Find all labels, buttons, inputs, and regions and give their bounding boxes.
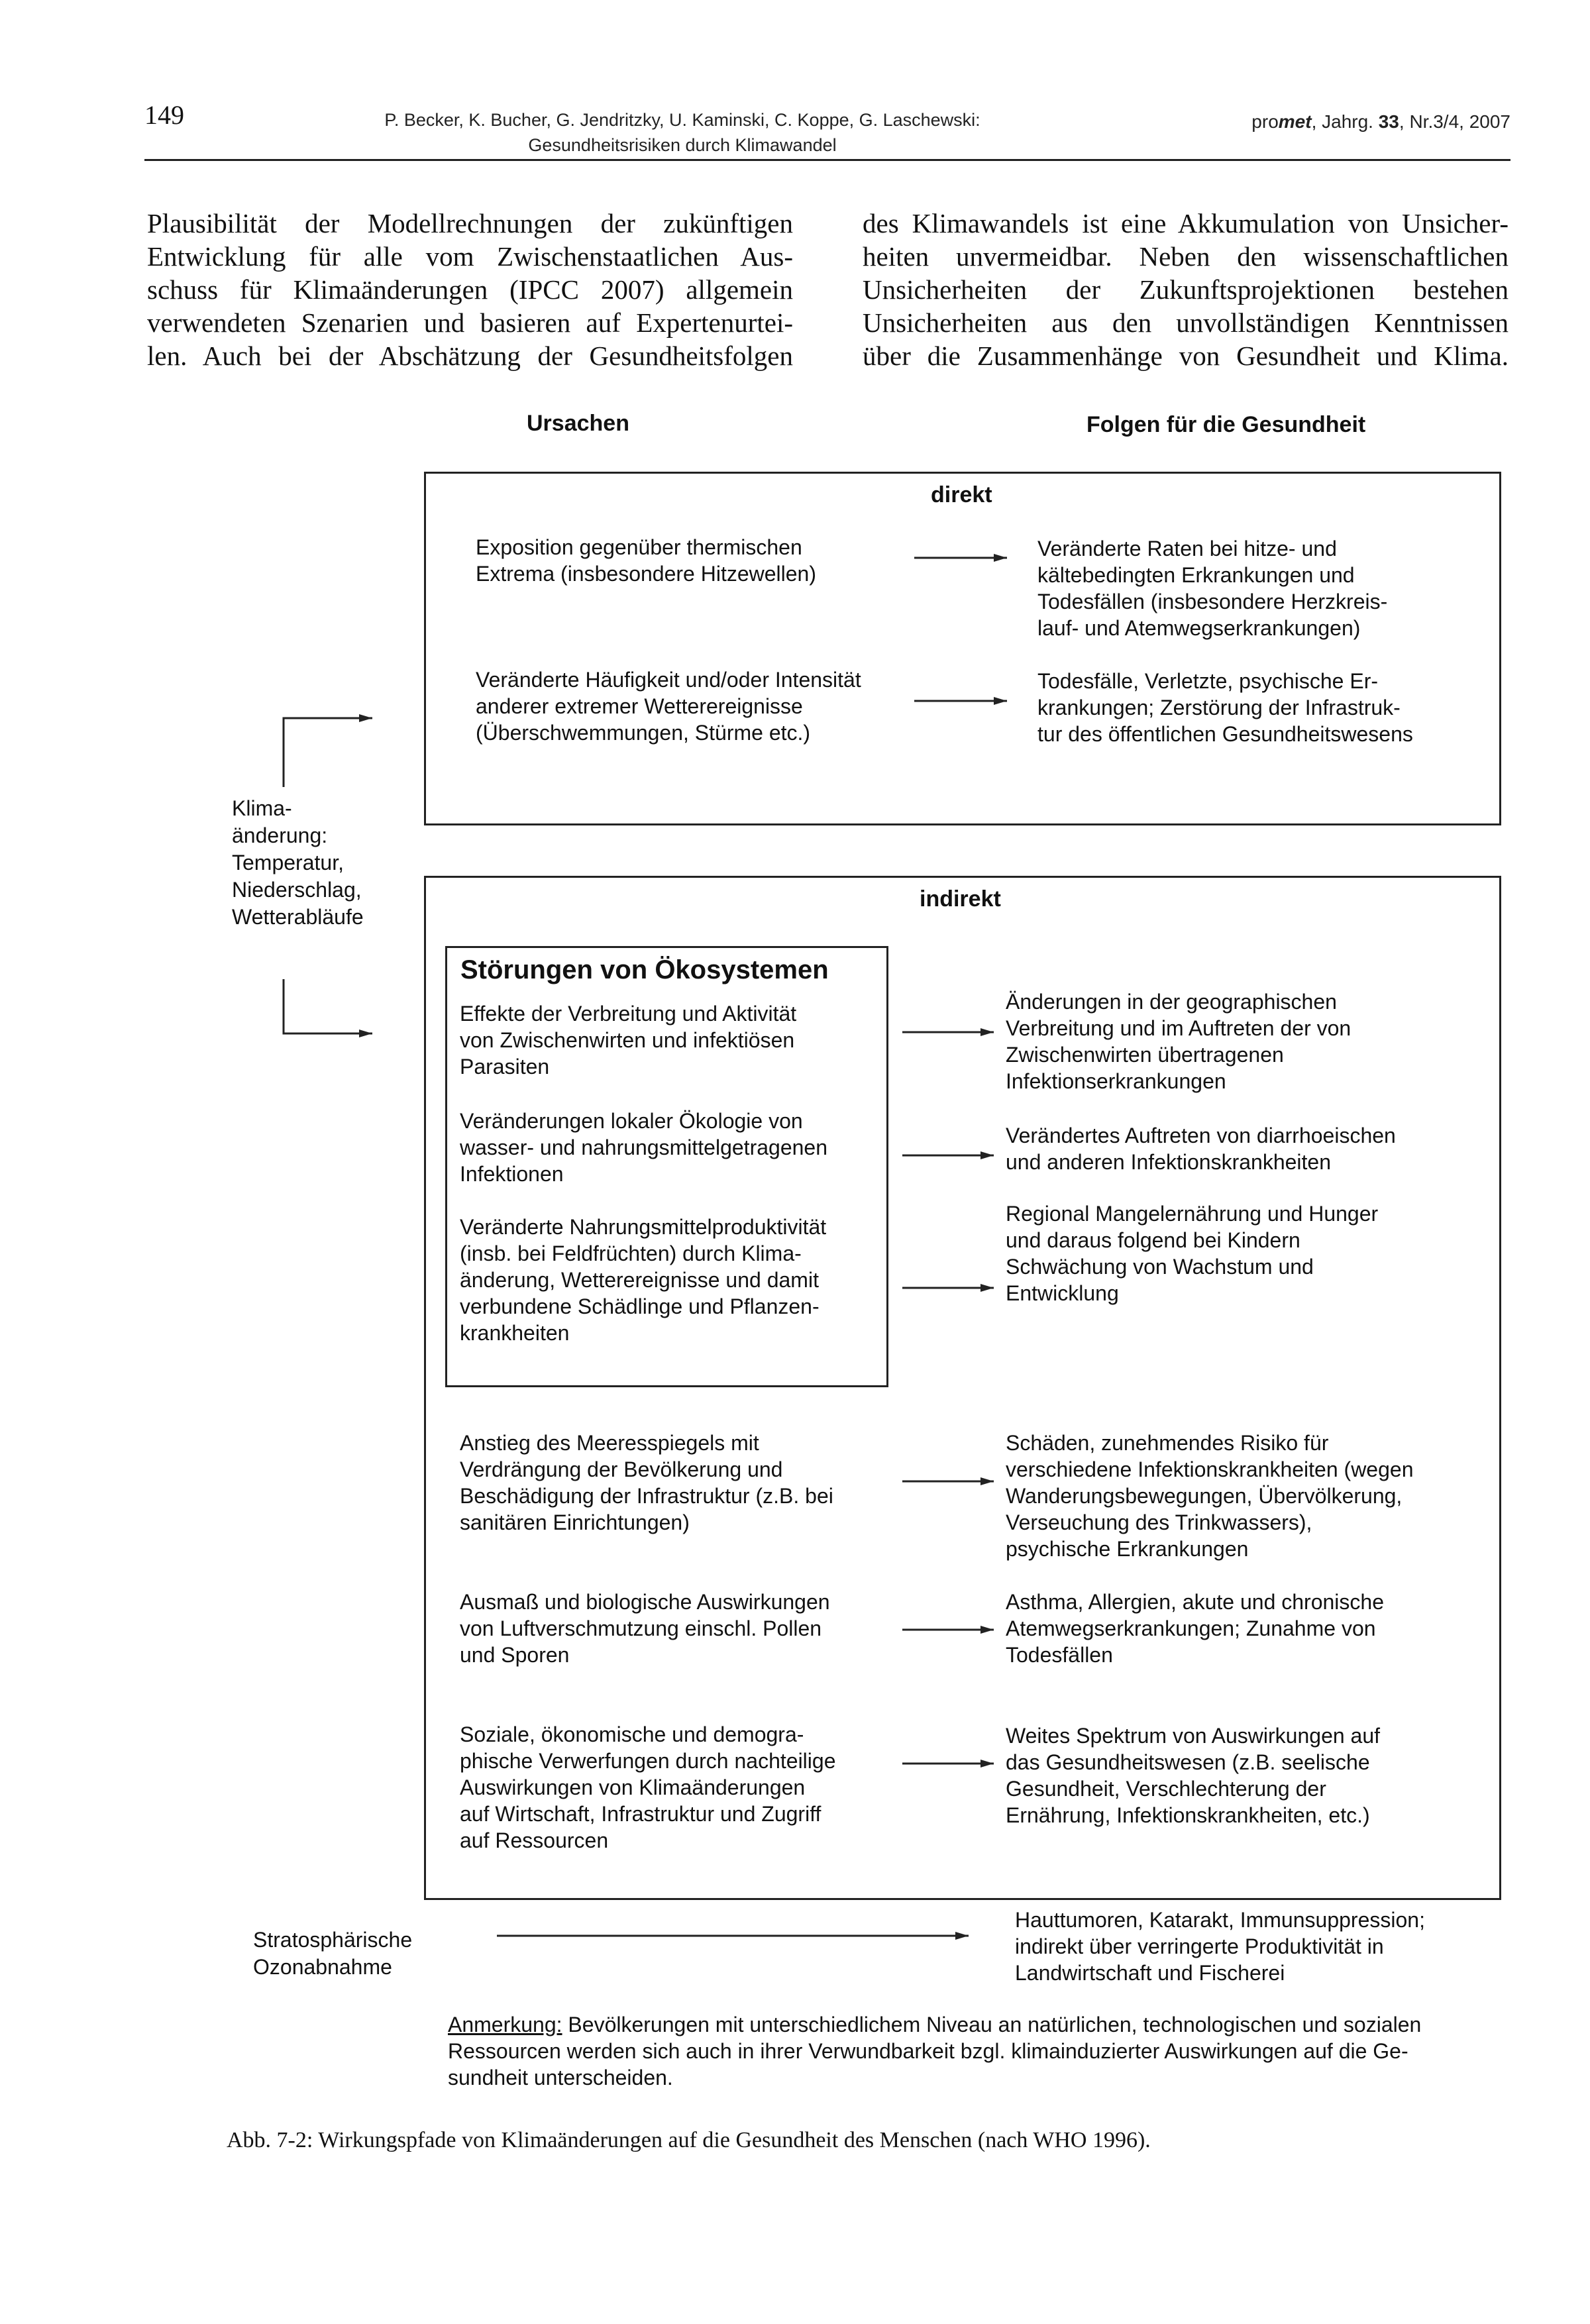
text-line: Hauttumoren, Katarakt, Immunsuppression; (1015, 1908, 1425, 1932)
text-line: Anstieg des Meeresspiegels mit (460, 1431, 759, 1455)
text-line: krankheiten (460, 1321, 570, 1345)
text-line: Verändertes Auftreten von diarrhoeischen (1006, 1124, 1396, 1147)
text-line: Infektionserkrankungen (1006, 1069, 1226, 1093)
text-line: Infektionen (460, 1162, 564, 1186)
text-line: Verbreitung und im Auftreten der von (1006, 1016, 1352, 1040)
text-line: Ausmaß und biologische Auswirkungen (460, 1590, 830, 1614)
text-line: Unsicherheiten der Zukunftsprojektionen bestehen (863, 274, 1509, 305)
text-line: Veränderungen lokaler Ökologie von (460, 1109, 803, 1133)
note-text: sundheit unterscheiden. (448, 2066, 673, 2089)
authors-line: P. Becker, K. Bucher, G. Jendritzky, U. Kaminski, C. Koppe, G. Laschewski: (384, 110, 980, 130)
text-line: Wetterabläufe (232, 905, 364, 929)
text-line: Soziale, ökonomische und demogra- (460, 1722, 804, 1746)
text-line: Stratosphärische (253, 1928, 413, 1952)
journal-rest2: , Nr.3/4, 2007 (1399, 111, 1510, 132)
text-line: lauf- und Atemwegserkrankungen) (1037, 616, 1361, 640)
text-line: Todesfällen (insbesondere Herzkreis- (1037, 590, 1388, 613)
text-line: Plausibilität der Modellrechnungen der zukünftigen (147, 208, 793, 238)
connector-to-direct (284, 718, 372, 787)
note-label: Anmerkung: (448, 2013, 562, 2036)
label-indirect: indirekt (920, 886, 1001, 912)
text-line: schuss für Klimaänderungen (IPCC 2007) allgemein (147, 274, 793, 305)
label-direct: direkt (931, 482, 992, 507)
connector-to-indirect (284, 979, 372, 1033)
text-line: von Luftverschmutzung einschl. Pollen (460, 1616, 822, 1640)
text-line: Regional Mangelernährung und Hunger (1006, 1202, 1379, 1226)
text-line: verwendeten Szenarien und basieren auf Expertenurtei- (147, 307, 793, 338)
text-line: Gesundheit, Verschlechterung der (1006, 1777, 1326, 1801)
text-line: kältebedingten Erkrankungen und (1037, 563, 1355, 587)
text-line: psychische Erkrankungen (1006, 1537, 1249, 1561)
text-line: sanitären Einrichtungen) (460, 1510, 690, 1534)
text-line: Asthma, Allergien, akute und chronische (1006, 1590, 1384, 1614)
text-line: Wanderungsbewegungen, Übervölkerung, (1006, 1484, 1403, 1508)
text-line: Todesfälle, Verletzte, psychische Er- (1037, 669, 1379, 693)
text-line: Weites Spektrum von Auswirkungen auf (1006, 1724, 1381, 1748)
text-line: Zwischenwirten übertragenen (1006, 1043, 1284, 1067)
note-text: Ressourcen werden sich auch in ihrer Verwundbarkeit bzgl. klimainduzierter Auswirkungen auf die Ge- (448, 2039, 1408, 2063)
text-line: krankungen; Zerstörung der Infrastruk- (1037, 696, 1401, 719)
text-line: von Zwischenwirten und infektiösen (460, 1028, 795, 1052)
text-line: Änderungen in der geographischen (1006, 990, 1337, 1014)
journal-volume: 33 (1378, 111, 1399, 132)
text-line: verschiedene Infektionskrankheiten (wegen (1006, 1457, 1414, 1481)
text-line: Parasiten (460, 1055, 550, 1079)
text-line: Effekte der Verbreitung und Aktivität (460, 1002, 797, 1026)
text-line: und anderen Infektionskrankheiten (1006, 1150, 1332, 1174)
text-line: Veränderte Häufigkeit und/oder Intensität (476, 668, 861, 692)
text-line: anderer extremer Wetterereignisse (476, 694, 803, 718)
text-line: verbundene Schädlinge und Pflanzen- (460, 1294, 820, 1318)
text-line: Schwächung von Wachstum und (1006, 1255, 1314, 1279)
text-line: Exposition gegenüber thermischen (476, 535, 802, 559)
text-line: Atemwegserkrankungen; Zunahme von (1006, 1616, 1376, 1640)
text-line: Unsicherheiten aus den unvollständigen Kenntnissen (863, 307, 1509, 338)
text-line: len. Auch bei der Abschätzung der Gesundheitsfolgen (147, 341, 793, 371)
text-line: wasser- und nahrungsmittelgetragenen (460, 1136, 827, 1159)
text-line: Todesfällen (1006, 1643, 1113, 1667)
journal-rest1: , Jahrg. (1311, 111, 1379, 132)
text-line: Schäden, zunehmendes Risiko für (1006, 1431, 1329, 1455)
text-line: änderung: (232, 823, 328, 847)
journal-pro: pro (1251, 111, 1279, 132)
ecosystem-title: Störungen von Ökosystemen (460, 955, 829, 984)
figure-caption: Abb. 7-2: Wirkungspfade von Klimaänderungen auf die Gesundheit des Menschen (nach WHO 1996). (227, 2128, 1151, 2152)
text-line: auf Wirtschaft, Infrastruktur und Zugriff (460, 1802, 822, 1826)
text-line: Extrema (insbesondere Hitzewellen) (476, 562, 816, 586)
text-line: (insb. bei Feldfrüchten) durch Klima- (460, 1241, 802, 1265)
text-line: und daraus folgend bei Kindern (1006, 1228, 1300, 1252)
text-line: des Klimawandels ist eine Akkumulation von Unsicher- (863, 208, 1509, 238)
text-line: Verdrängung der Bevölkerung und (460, 1457, 783, 1481)
text-line: Ernährung, Infektionskrankheiten, etc.) (1006, 1803, 1370, 1827)
text-line: Veränderte Nahrungsmittelproduktivität (460, 1215, 827, 1239)
figure-heading-causes: Ursachen (527, 411, 629, 436)
text-line: das Gesundheitswesen (z.B. seelische (1006, 1750, 1370, 1774)
text-line: Veränderte Raten bei hitze- und (1037, 537, 1337, 560)
text-line: Entwicklung für alle vom Zwischenstaatlichen Aus- (147, 241, 793, 272)
text-line: Niederschlag, (232, 878, 362, 902)
text-line: über die Zusammenhänge von Gesundheit und Klima. (863, 341, 1509, 371)
title-line: Gesundheitsrisiken durch Klimawandel (528, 135, 837, 155)
text-line: (Überschwemmungen, Stürme etc.) (476, 721, 811, 745)
page-number: 149 (144, 100, 184, 130)
text-line: Landwirtschaft und Fischerei (1015, 1961, 1285, 1985)
text-line: Klima- (232, 796, 292, 820)
text-line: Temperatur, (232, 851, 344, 874)
text-line: Beschädigung der Infrastruktur (z.B. bei (460, 1484, 833, 1508)
journal-met: met (1278, 111, 1312, 132)
figure-heading-consequences: Folgen für die Gesundheit (1086, 412, 1366, 437)
text-line: indirekt über verringerte Produktivität in (1015, 1934, 1384, 1958)
text-line: Auswirkungen von Klimaänderungen (460, 1775, 806, 1799)
text-line: änderung, Wetterereignisse und damit (460, 1268, 819, 1292)
text-line: Verseuchung des Trinkwassers), (1006, 1510, 1312, 1534)
text-line: auf Ressourcen (460, 1828, 609, 1852)
text-line: und Sporen (460, 1643, 570, 1667)
text-line: heiten unvermeidbar. Neben den wissenschaftlichen (863, 241, 1509, 272)
text-line: phische Verwerfungen durch nachteilige (460, 1749, 836, 1773)
text-line: Ozonabnahme (253, 1955, 392, 1979)
note-text: Bevölkerungen mit unterschiedlichem Niveau an natürlichen, technologischen und sozialen (562, 2013, 1422, 2036)
text-line: tur des öffentlichen Gesundheitswesens (1037, 722, 1413, 746)
text-line: Entwicklung (1006, 1281, 1119, 1305)
